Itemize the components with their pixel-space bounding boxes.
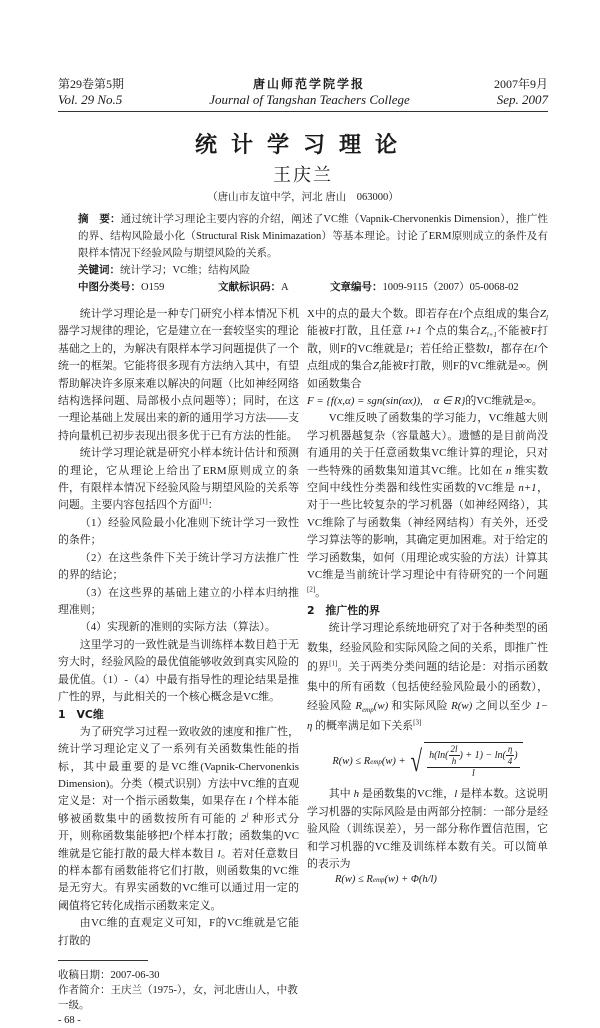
- text: VC维反映了函数集的学习能力，VC维越大则学习机器越复杂（容量越大）。遗憾的是目前尚没有通用的关于任意函数集VC维计算的理论，只对一些特殊的函数集知道其VC维。比如在: [307, 412, 548, 477]
- aspect-list: [58, 515, 299, 637]
- text: ，都存在: [489, 342, 534, 355]
- doc-code-label: 文献标识码：: [218, 281, 281, 293]
- author: 王庆兰: [273, 165, 333, 185]
- math: R(w): [451, 700, 473, 713]
- list-item: （4）实现新的准则的实际方法（算法）。: [79, 621, 276, 634]
- paper-title: 统计学习理论: [194, 132, 411, 157]
- paragraph: [307, 306, 548, 410]
- citation: [1]: [329, 659, 338, 668]
- formula-lhs: R(w) ≤ R: [332, 756, 371, 768]
- received-date: 收稿日期：2007-06-30: [58, 970, 160, 982]
- simplified-bound-formula: R(w) ≤ R emp (w) + Φ(h/l): [335, 874, 437, 886]
- formula-term: h(ln(: [429, 750, 449, 762]
- journal-en: Journal of Tangshan Teachers College: [209, 92, 410, 107]
- abstract-text: 通过统计学习理论主要内容的介绍，阐述了VC维（Vapnik-Chervonenkis Dimension），推广性的界、结构风险最小化（Structural Risk Minimazation）等基本理论。讨论了ERM原则成立的条件及有限样本情况下经验风险与期望风险的关系。: [78, 214, 549, 259]
- fraction: [449, 744, 460, 767]
- math-var: l: [459, 308, 463, 320]
- text: 是函数集的VC维，: [361, 788, 455, 801]
- formula-term: ) + 1) − ln(: [459, 750, 506, 762]
- abstract-label: 摘 要：: [78, 213, 121, 225]
- math: l+1: [405, 325, 422, 338]
- math-arg: (w): [373, 700, 389, 713]
- footnote: [58, 960, 299, 1028]
- clc-label: 中图分类号：: [78, 281, 141, 293]
- denominator: 4: [507, 756, 513, 767]
- paragraph: [307, 410, 548, 601]
- paragraph: [58, 724, 299, 915]
- text: ，对于一些比较复杂的学习机器（如神经网络），其VC维除了与函数集（神经网结构）有关外，还受学习算法等的影响，其确定更加困难。对于给定的学习函数集，如何（用理论或实验的方法）计算其VC维是当前统计学习理论中有待研究的一个问题: [307, 482, 548, 582]
- numerator: 2l: [450, 744, 458, 755]
- left-column: [58, 306, 299, 1028]
- math-sub: l+1: [486, 331, 497, 340]
- math-var: h: [353, 788, 360, 801]
- fraction: [506, 744, 514, 767]
- text: ；若任给正整数: [409, 342, 487, 355]
- generalization-bound-formula: R(w) ≤ R emp (w) + √ h(ln( $\frac{2l}{h}$ ) + 1) − ln( $\frac{\eta}{4}$ ) l: [307, 742, 548, 782]
- text: 。若对任意数目的样本都有函数能将它们打散，则函数集的VC维是无穷大。有界实函数的VC维可以通过用一定的阈值将它转化成指示函数来定义。: [58, 847, 299, 912]
- list-item: （2）在这些条件下关于统计学习方法推广性的界的结论；: [58, 551, 299, 582]
- text: 能被F打散，且任意: [307, 325, 403, 338]
- math: n+1: [518, 482, 537, 495]
- section-heading: 2 推广性的界: [307, 603, 380, 617]
- paragraph: [307, 786, 548, 873]
- radical-icon: √: [410, 745, 422, 779]
- text: 之间以至少: [475, 700, 533, 713]
- math: [355, 700, 389, 715]
- math-var: l: [248, 795, 252, 808]
- journal-cn: 唐山师范学院学报: [252, 77, 365, 91]
- article-no-value: 1009-9115（2007）05-0068-02: [382, 282, 519, 293]
- text: 个点组成的集合: [462, 308, 540, 320]
- text: 维实数空间中线性分类器和线性实函数的VC维是: [307, 464, 548, 495]
- text: 的概率满足如下关系: [315, 719, 414, 732]
- text: X中的点的最大个数。即若存在: [307, 308, 460, 320]
- math-sub: l: [546, 314, 548, 323]
- keywords: [78, 262, 548, 279]
- denominator: h: [451, 756, 457, 767]
- numerator: [427, 744, 520, 768]
- text: 。关于两类分类问题的结论是：对指示函数集中的所有函数（包括使经验风险最小的函数），经验风险: [307, 661, 548, 713]
- formula-term: (w) +: [381, 756, 406, 768]
- text: 种形式分开，则称函数集能够把: [58, 812, 299, 843]
- math-var: l: [454, 788, 458, 801]
- volume-en: Vol. 29 No.5: [58, 92, 123, 107]
- list-item: （3）在这些界的基础上建立的小样本归纳推理准则；: [58, 586, 299, 616]
- numerator: η: [507, 744, 513, 755]
- citation: [1]: [199, 497, 208, 506]
- paragraph: 统计学习理论是一种专门研究小样本情况下机器学习规律的理论，它是建立在一套较坚实的理论基础之上的，为解决有限样本学习问题提供了一个统一的框架。它能将很多现有方法纳入其中，有望帮助解决许多原来难以解决的问题（比如神经网络结构选择问题、局部极小点问题等）；同时，在这一理论基础上发展出来的新的通用学习方法——支持向量机已初步表现出很多优于已有方法的性能。: [58, 308, 299, 442]
- paragraph: 这里学习的一致性就是当训练样本数目趋于无穷大时，经验风险的最优值能够收敛到真实风险的最优值。（1）-（4）中最有指导性的理论结果是推广性的界，与此相关的一个核心概念是VC维。: [58, 638, 299, 703]
- text: 是样本数。这说明学习机器的实际风险是由两部分控制：一部分是经验风险（训练误差），另一部分称作置信范围，它和学习机器的VC维及训练样本数有关。可以简单的表示为: [307, 788, 548, 870]
- math-var: l: [169, 830, 173, 843]
- math-base: Z: [480, 325, 487, 338]
- author-bio: 作者简介：王庆兰（1975-），女，河北唐山人，中教一级。: [58, 985, 298, 1012]
- math: [480, 325, 497, 340]
- list-item: （1）经验风险最小化准则下统计学习一致性的条件；: [58, 516, 299, 547]
- text: ：: [207, 499, 219, 512]
- text: 个点的集合: [424, 325, 481, 338]
- right-column: [307, 306, 548, 1028]
- denominator: l: [471, 768, 475, 780]
- citation: [2]: [307, 584, 316, 593]
- text: 其中: [328, 788, 351, 801]
- math: 1− η: [307, 700, 548, 732]
- clc-value: O159: [141, 282, 165, 293]
- text: 和实际风险: [391, 700, 448, 713]
- text: 为了研究学习过程一致收敛的速度和推广性，统计学习理论定义了一系列有关函数集性能的指标，其中最重要的是VC维(Vapnik-Chervonenkis Dimension)。分类（模式识别）方法中VC维的直观定义是：对一个指示函数集，如果存在: [58, 725, 299, 808]
- formula-term: (w) + Φ(h/l): [384, 874, 437, 886]
- keywords-text: 统计学习；VC维；结构风险: [120, 265, 251, 276]
- body-columns: [58, 306, 548, 1028]
- abstract-block: [78, 211, 548, 296]
- citation: [3]: [413, 718, 422, 727]
- math-base: Z: [539, 308, 547, 320]
- running-header: [58, 76, 548, 112]
- volume-cn: 第29卷第5期: [58, 77, 125, 91]
- math-sub: l: [378, 366, 381, 375]
- footnote-rule: [58, 960, 148, 961]
- article-no-label: 文章编号：: [330, 281, 383, 293]
- math-base: R: [355, 700, 363, 713]
- classification: [78, 279, 548, 296]
- text: 个点组成的集合: [307, 342, 548, 373]
- formula-term: R(w) ≤ R: [335, 874, 373, 886]
- math-sub: emp: [362, 706, 374, 715]
- math-var: l: [533, 342, 537, 355]
- math-exp: l: [246, 811, 249, 820]
- math-var: l: [405, 342, 409, 355]
- math-var: l: [217, 847, 221, 860]
- math: [539, 308, 548, 323]
- doc-code-value: A: [281, 282, 289, 293]
- paragraph: 由VC维的直观定义可知，F的VC维就是它能打散的: [58, 917, 299, 947]
- math-set: F = {f(x,α) = sgn(sin(αx)), α ∈ R}: [307, 395, 466, 408]
- date-en: Sep. 2007: [496, 92, 548, 107]
- text: 能被F打散，则F的VC维就是∞。例如函数集合: [307, 360, 548, 390]
- keywords-label: 关键词：: [78, 264, 120, 276]
- page-number: - 68 -: [58, 1015, 81, 1027]
- math: [241, 813, 248, 825]
- paragraph: [307, 619, 548, 736]
- header-rule: [58, 111, 548, 112]
- math: [372, 360, 381, 375]
- math-var: l: [486, 342, 490, 355]
- text: 不能被F打散，则F的VC维就是: [307, 325, 548, 355]
- math-base: 2: [241, 812, 247, 825]
- date-cn: 2007年9月: [493, 77, 548, 91]
- math-var: n: [505, 464, 512, 477]
- sqrt-body: [424, 742, 523, 782]
- paragraph: [58, 445, 299, 515]
- abstract: [78, 211, 548, 262]
- fraction: [427, 744, 520, 779]
- text: 。: [315, 586, 327, 599]
- section-heading: 1 VC维: [58, 708, 104, 722]
- formula-term: ): [514, 750, 518, 762]
- text: 个样本打散；函数集的VC维就是它能打散的最大样本数目: [58, 830, 299, 860]
- text: 个样本能够被函数集中的函数按所有可能的: [58, 795, 299, 825]
- affiliation: （唐山市友谊中学，河北 唐山 063000）: [207, 192, 399, 203]
- math-base: Z: [372, 360, 379, 373]
- text: 统计学习理论就是研究小样本统计估计和预测的理论，它从理论上给出了ERM原则成立的条件，有限样本情况下经验风险与期望风险的关系等问题。主要内容包括四个方面: [58, 447, 299, 512]
- sqrt: [408, 742, 523, 782]
- text: 统计学习理论系统地研究了对于各种类型的函数集，经验风险和实际风险之间的关系，即推广性的界: [307, 622, 548, 674]
- text: 的VC维就是∞。: [465, 395, 543, 408]
